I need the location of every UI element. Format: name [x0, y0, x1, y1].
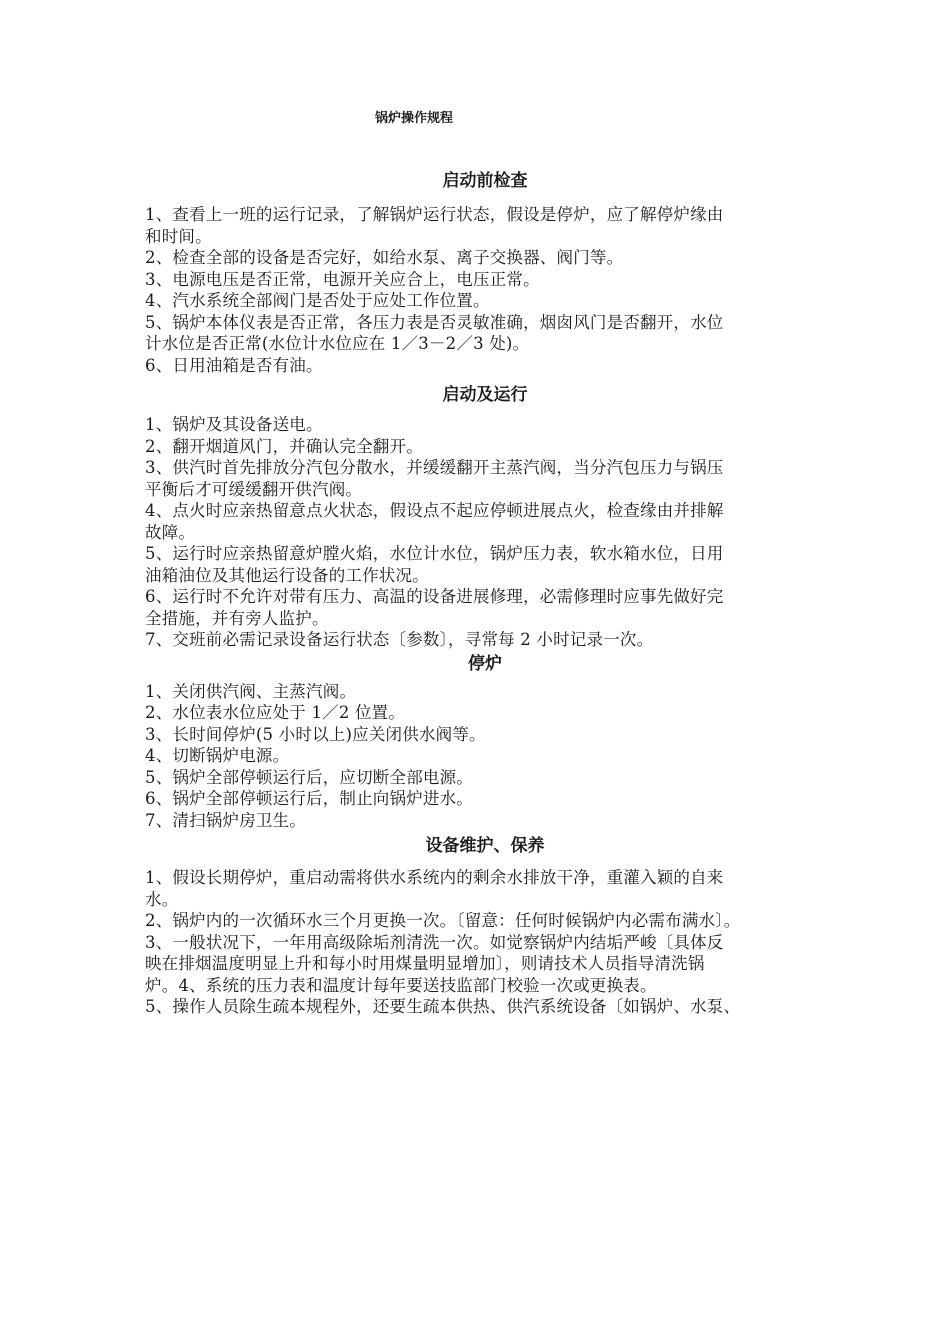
list-item: 3、电源电压是否正常，电源开关应合上，电压正常。 — [145, 269, 540, 289]
section-heading: 设备维护、保养 — [425, 836, 545, 856]
list-item: 5、运行时应亲热留意炉膛火焰，水位计水位，锅炉压力表，软水箱水位，日用 油箱油位及其他运行设备的工作状况。 — [145, 544, 724, 585]
list-item: 5、锅炉本体仪表是否正常，各压力表是否灵敏准确，烟囱风门是否翻开，水位 计水位是否正常(水位计水位应在 1／3－2／3 处)。 — [145, 312, 724, 353]
list-item: 2、检查全部的设备是否完好，如给水泵、离子交换器、阀门等。 — [145, 248, 624, 267]
section-heading: 启动及运行 — [442, 385, 528, 405]
list-item: 6、运行时不允许对带有压力、高温的设备进展修理，必需修理时应事先做好完 全措施，并有旁人监护。 — [145, 587, 724, 628]
section-maintenance — [145, 833, 825, 1018]
list-item: 4、点火时应亲热留意点火状态，假设点不起应停顿进展点火，检查缘由并排解 故障。 — [145, 501, 724, 542]
list-item: 1、假设长期停炉，重启动需将供水系统内的剩余水排放干净，重灌入颖的自来 水。 — [145, 868, 724, 909]
list-item: 3、一般状况下，一年用高级除垢剂清洗一次。如觉察锅炉内结垢严峻〔具体反 映在排烟温度明显上升和每小时用煤量明显增加〕，则请技术人员指导清洗锅 炉。4、系统的压力表和温度计每年要送技监部门校验一次或更换表。 — [145, 932, 724, 995]
section-heading: 停炉 — [468, 653, 502, 674]
list-item: 1、关闭供汽阀、主蒸汽阀。 — [145, 681, 357, 701]
list-item: 6、锅炉全部停顿运行后，制止向锅炉进水。 — [145, 789, 473, 808]
list-item: 2、翻开烟道风门，并确认完全翻开。 — [145, 436, 423, 456]
list-item: 7、清扫锅炉房卫生。 — [145, 810, 306, 830]
list-item: 1、查看上一班的运行记录，了解锅炉运行状态，假设是停炉，应了解停炉缘由 和时间。 — [145, 205, 724, 246]
list-item: 4、汽水系统全部阀门是否处于应处工作位置。 — [145, 291, 490, 310]
list-item: 3、长时间停炉(5 小时以上)应关闭供水阀等。 — [145, 724, 486, 744]
list-item: 2、锅炉内的一次循环水三个月更换一次。〔留意：任何时候锅炉内必需布满水〕。 — [145, 911, 741, 930]
section-heading: 启动前检查 — [442, 171, 528, 191]
list-item: 2、水位表水位应处于 1／2 位置。 — [145, 703, 406, 722]
section-startup-operation — [145, 382, 825, 651]
list-item: 1、锅炉及其设备送电。 — [145, 415, 323, 434]
section-startup-check — [145, 168, 825, 376]
document-title: 锅炉操作规程 — [375, 111, 454, 126]
list-item: 4、切断锅炉电源。 — [145, 746, 290, 765]
list-item: 5、锅炉全部停顿运行后，应切断全部电源。 — [145, 767, 473, 787]
list-item: 3、供汽时首先排放分汽包分散水，并缓缓翻开主蒸汽阀，当分汽包压力与锅压 平衡后才可缓缓翻开供汽阀。 — [145, 458, 724, 499]
list-item: 6、日用油箱是否有油。 — [145, 355, 323, 375]
document-body — [145, 168, 825, 1018]
section-shutdown — [145, 651, 825, 832]
list-item: 7、交班前必需记录设备运行状态〔参数〕，寻常每 2 小时记录一次。 — [145, 630, 654, 649]
list-item: 5、操作人员除生疏本规程外，还要生疏本供热、供汽系统设备〔如锅炉、水泵、 — [145, 997, 741, 1016]
